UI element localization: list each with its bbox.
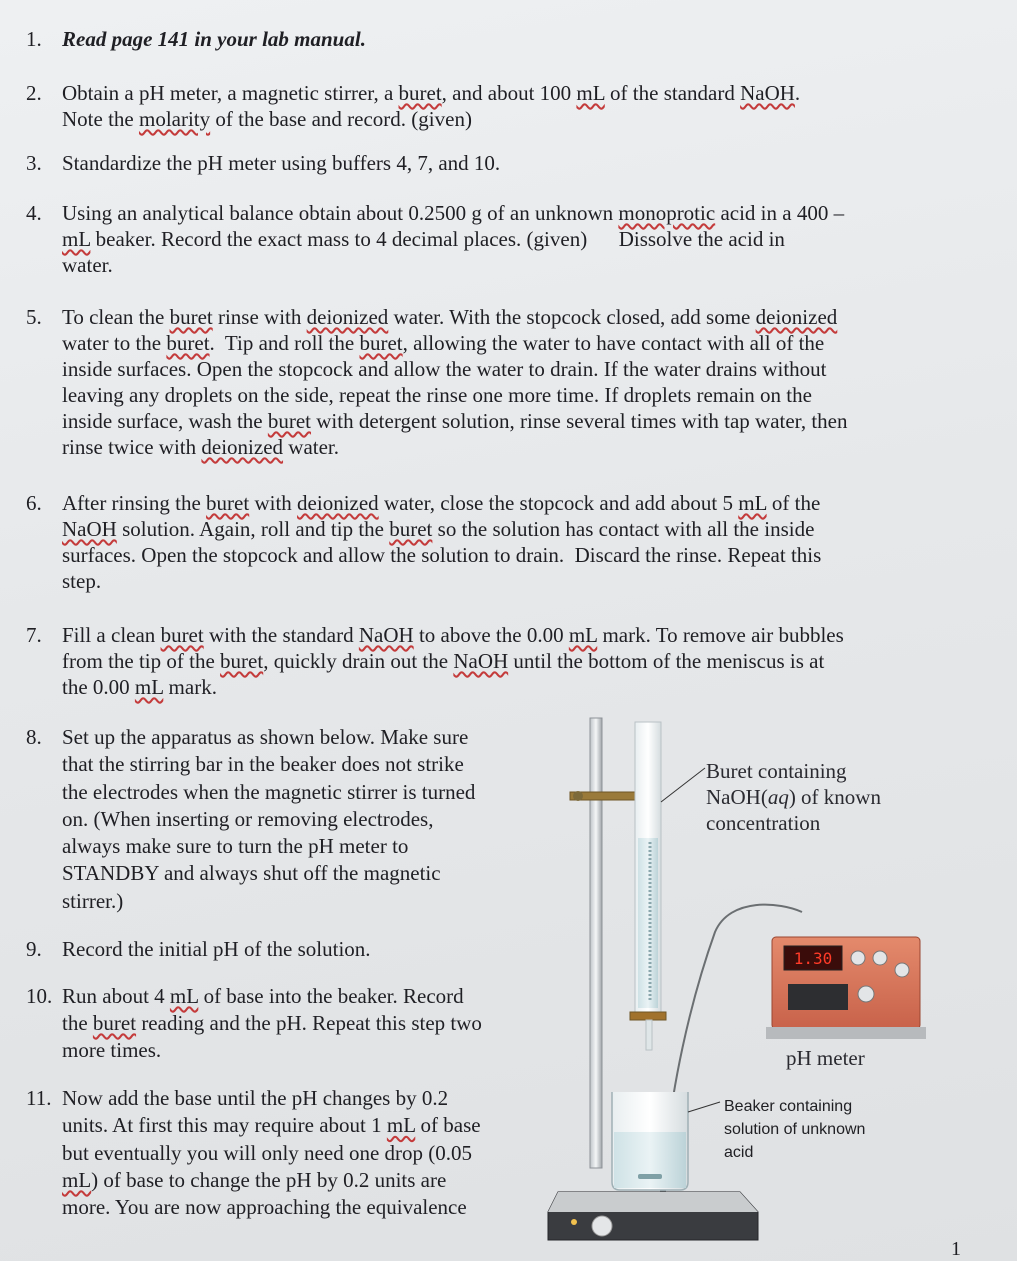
ring-stand-rod xyxy=(590,718,602,1168)
step-text-segment: water to the xyxy=(62,331,167,355)
buret-label: Buret containing NaOH(aq) of known concentration xyxy=(706,759,881,835)
spellcheck-underlined-word: NaOH xyxy=(62,517,117,541)
stir-bar xyxy=(638,1174,662,1179)
step-9-text xyxy=(62,936,371,962)
page-number: 1 xyxy=(951,1238,961,1260)
step-text-segment: until the bottom of the meniscus is at xyxy=(508,649,825,673)
buret-stopcock xyxy=(630,1012,666,1020)
spellcheck-underlined-word: mL xyxy=(169,984,199,1008)
step-text-segment: of the standard xyxy=(604,81,741,105)
step-text-segment: After rinsing the xyxy=(62,491,207,515)
spellcheck-underlined-word: NaOH xyxy=(740,81,795,105)
spellcheck-underlined-word: buret xyxy=(166,331,210,355)
spellcheck-underlined-word: buret xyxy=(169,305,213,329)
step-emphasis-text: Read page 141 in your lab manual. xyxy=(62,27,366,51)
step-4-text xyxy=(62,200,844,278)
step-text-segment: more times. xyxy=(62,1038,162,1062)
step-text-segment: Note the xyxy=(62,107,139,131)
step-11-text xyxy=(62,1085,481,1221)
step-text-segment: Obtain a pH meter, a magnetic stirrer, a xyxy=(62,81,399,105)
step-2-text xyxy=(62,80,800,132)
step-text-segment: with detergent solution, rinse several times with tap water, then xyxy=(311,409,848,433)
spellcheck-underlined-word: deionized xyxy=(755,305,838,329)
ph-meter-reading: 1.30 xyxy=(793,949,833,968)
step-text-segment: Using an analytical balance obtain about 0.2500 g of an unknown xyxy=(62,201,619,225)
step-text-segment: water. xyxy=(283,435,340,459)
step-text-segment: Now add the base until the pH changes by 0.2 xyxy=(62,1086,449,1110)
step-text-segment: , and about 100 xyxy=(441,81,577,105)
step-text-segment: Set up the apparatus as shown below. Make sure xyxy=(62,725,469,749)
spellcheck-underlined-word: NaOH xyxy=(453,649,509,673)
step-text-segment: Run about 4 xyxy=(62,984,170,1008)
step-text-segment: solution. Again, roll and tip the xyxy=(116,517,390,541)
step-text-segment: inside surface, wash the xyxy=(62,409,268,433)
spellcheck-underlined-word: buret xyxy=(359,331,403,355)
step-text-segment: water. xyxy=(62,253,113,277)
meter-knob-3 xyxy=(895,963,909,977)
beaker-label: Beaker containing solution of unknown acid xyxy=(724,1098,866,1161)
stirrer-top xyxy=(548,1192,758,1212)
step-text-segment: of base into the beaker. Record xyxy=(198,984,464,1008)
step-text-segment: from the tip of the xyxy=(62,649,221,673)
step-text-segment: ) of base to change the pH by 0.2 units are xyxy=(91,1167,447,1192)
spellcheck-underlined-word: buret xyxy=(398,81,442,105)
step-text-segment: Fill a clean xyxy=(62,623,161,647)
step-text-segment: of the xyxy=(766,491,821,515)
spellcheck-underlined-word: mL xyxy=(62,1167,92,1192)
stirrer-light xyxy=(571,1219,577,1225)
step-text-segment: Standardize the pH meter using buffers 4, 7, and 10. xyxy=(62,151,501,175)
step-text-segment: step. xyxy=(62,569,102,593)
spellcheck-underlined-word: molarity xyxy=(138,107,211,131)
step-text-segment: the 0.00 xyxy=(62,675,135,699)
step-text-segment: reading and the pH. Repeat this step two xyxy=(136,1011,482,1035)
step-text-segment: so the solution has contact with all the inside xyxy=(432,517,815,541)
spellcheck-underlined-word: buret xyxy=(220,649,264,673)
ph-meter-label: pH meter xyxy=(786,1046,865,1070)
step-text-segment: rinse with xyxy=(212,305,307,329)
spellcheck-underlined-word: deionized xyxy=(306,305,389,329)
buret-label-line-2: NaOH(aq) of known xyxy=(706,785,881,809)
spellcheck-underlined-word: NaOH xyxy=(358,623,414,647)
step-text-segment: of the base and record. (given) xyxy=(210,107,472,131)
step-text-segment: water, close the stopcock and add about 5 xyxy=(378,491,739,515)
spellcheck-underlined-word: monoprotic xyxy=(618,201,716,225)
step-text-segment: stirrer.) xyxy=(62,888,124,913)
step-text-segment: on. (When inserting or removing electrodes, xyxy=(62,806,434,831)
ph-meter-base xyxy=(766,1027,926,1039)
meter-knob-2 xyxy=(873,951,887,965)
step-text-segment: mark. To remove air bubbles xyxy=(597,623,844,647)
step-text-segment: To clean the xyxy=(62,305,170,329)
step-text-segment: inside surfaces. Open the stopcock and allow the water to drain. If the water drains without xyxy=(62,357,827,381)
step-3-text xyxy=(62,150,500,176)
buret-solution xyxy=(638,838,658,1008)
buret-tip xyxy=(646,1020,652,1050)
step-5-text xyxy=(62,304,848,460)
step-text-segment: mark. xyxy=(163,675,217,699)
step-text-segment: with the standard xyxy=(203,623,359,647)
step-text-segment: surfaces. Open the stopcock and allow the solution to drain. Discard the rinse. Repeat this xyxy=(62,543,822,567)
spellcheck-underlined-word: mL xyxy=(576,81,605,105)
step-text-segment: the xyxy=(62,1011,93,1035)
step-text-segment: STANDBY and always shut off the magnetic xyxy=(62,861,441,886)
step-7-text xyxy=(62,622,844,700)
stirrer-knob xyxy=(592,1216,612,1236)
step-text-segment: of base xyxy=(415,1113,481,1138)
step-text-segment: beaker. Record the exact mass to 4 decimal places. (given) Dissolve the acid in xyxy=(90,227,785,251)
step-text-segment: Record the initial pH of the solution. xyxy=(62,937,371,961)
step-text-segment: but eventually you will only need one drop (0.05 xyxy=(62,1140,473,1165)
spellcheck-underlined-word: mL xyxy=(568,623,598,647)
buret-label-pointer xyxy=(661,768,705,802)
step-text-segment: more. You are now approaching the equivalence xyxy=(62,1195,467,1220)
step-text-segment: units. At first this may require about 1 xyxy=(62,1113,387,1138)
lab-procedure-page: 1. Read page 141 in your lab manual. 2. Obtain a pH meter, a magnetic stirrer, a buret, and about 100 mL of the standard NaOH. Note the molarity of the base and record. (given) 3. Standardize the pH meter using buffers 4, 7, and 10. 4. Using an analytical balance obtain about 0.2500 g of an unknown monoprotic acid in a 400 – mL beaker. Record the exact mass to 4 decimal places. (given) Dissolve the acid in water. 5. To clean the buret rinse with deionized water. With the stopcock closed, add some deionized water to the buret. Tip and roll the buret, allowing the water to have contact with all of the inside surfaces. Open the stopcock and allow the water to drain. If the water drains without leaving any droplets on the side, repeat the rinse one more time. If droplets remain on the inside surface, wash the buret with detergent solution, rinse several times with tap water, then rinse twice with deionized water. 6. After rinsing the buret with deionized water, close the stopcock and add about 5 mL of the NaOH solution. Again, roll and tip the buret so the solution has contact with all the inside surfaces. Open the stopcock and allow the solution to drain. Discard the rinse. Repeat this step. 7. Fill a clean buret with the standard NaOH to above the 0.00 mL mark. To remove air bubbles from the tip of the buret, quickly drain out the NaOH until the bottom of the meniscus is at the 0.00 mL mark. 8. Set up the apparatus as shown below. Make sure that the stirring bar in the beaker does not strike the electrodes when the magnetic stirrer is turned on. (When inserting or removing electrodes, always make sure to turn the pH meter to STANDBY and always shut off the magnetic stirrer.) 9. Record the initial pH of the solution. 10. Run about 4 mL of base into the beaker. Record the buret reading and the pH. Repeat this step two more times. 11. Now add the base until the pH changes by 0.2 units. At first this may require about 1 mL of base but eventually you will only need one drop (0.05 mL) of base to change the pH by 0.2 units are more. You are now approaching the equivalence 1.30 Buret containing NaOH(aq) of known concentration pH meter Beaker containing solution of unknown acid 1 xyxy=(0,0,1017,1261)
spellcheck-underlined-word: mL xyxy=(134,675,164,699)
step-text-segment: with xyxy=(249,491,298,515)
spellcheck-underlined-word: deionized xyxy=(201,435,284,459)
step-1-text xyxy=(62,26,366,52)
step-text-segment: the electrodes when the magnetic stirrer is turned xyxy=(62,779,476,804)
step-10-text xyxy=(62,983,482,1064)
spellcheck-underlined-word: buret xyxy=(267,409,312,433)
step-text-segment: . Tip and roll the xyxy=(209,331,360,355)
spellcheck-underlined-word: mL xyxy=(738,491,767,515)
step-text-segment: water. With the stopcock closed, add some xyxy=(388,305,756,329)
spellcheck-underlined-word: buret xyxy=(92,1011,137,1035)
clamp-screw xyxy=(573,791,583,801)
spellcheck-underlined-word: buret xyxy=(206,491,250,515)
meter-dark-panel xyxy=(788,984,848,1010)
step-text-segment: rinse twice with xyxy=(62,435,202,459)
step-8-text xyxy=(62,724,475,915)
spellcheck-underlined-word: mL xyxy=(62,227,91,251)
step-text-segment: leaving any droplets on the side, repeat the rinse one more time. If droplets remain on the xyxy=(62,383,812,407)
spellcheck-underlined-word: mL xyxy=(386,1113,416,1138)
step-text-segment: . xyxy=(794,81,801,105)
step-text-segment: , allowing the water to have contact with all of the xyxy=(402,331,825,355)
beaker-label-pointer xyxy=(688,1102,720,1112)
step-text-segment: , quickly drain out the xyxy=(263,649,454,673)
step-text-segment: that the stirring bar in the beaker does not strike xyxy=(62,752,464,777)
step-text-segment: to above the 0.00 xyxy=(413,623,569,647)
spellcheck-underlined-word: buret xyxy=(160,623,204,647)
meter-knob-4 xyxy=(858,986,874,1002)
step-text-segment: always make sure to turn the pH meter to xyxy=(62,834,409,859)
spellcheck-underlined-word: deionized xyxy=(297,491,379,515)
step-text-segment: acid in a 400 – xyxy=(715,201,845,225)
beaker-solution xyxy=(614,1132,686,1188)
spellcheck-underlined-word: buret xyxy=(389,517,433,541)
step-6-text xyxy=(62,490,821,594)
meter-knob-1 xyxy=(851,951,865,965)
